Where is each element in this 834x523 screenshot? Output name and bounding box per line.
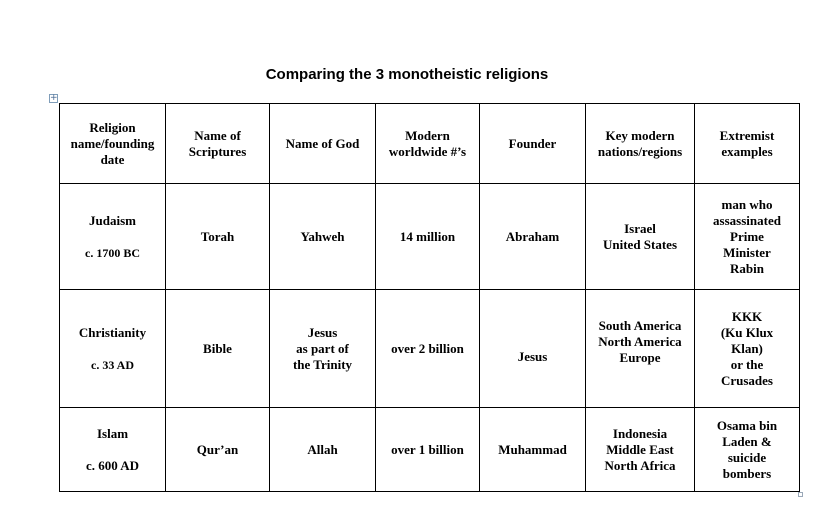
founder-cell: Muhammad [480, 408, 586, 492]
founding-date: c. 33 AD [91, 357, 134, 372]
scriptures-cell: Bible [166, 290, 270, 408]
header-cell-nations: Key modern nations/regions [586, 104, 695, 184]
scriptures-cell: Qur’an [166, 408, 270, 492]
religion-cell [60, 184, 166, 290]
table-row [60, 184, 800, 290]
extremists-cell: KKK (Ku Klux Klan) or the Crusades [695, 290, 800, 408]
nations-cell: Indonesia Middle East North Africa [586, 408, 695, 492]
nations-cell: Israel United States [586, 184, 695, 290]
founder-cell: Abraham [480, 184, 586, 290]
header-cell-religion: Religion name/founding date [60, 104, 166, 184]
header-cell-numbers: Modern worldwide #’s [376, 104, 480, 184]
move-handle-icon[interactable]: + [50, 93, 58, 103]
nations-cell: South America North America Europe [586, 290, 695, 408]
numbers-cell: 14 million [376, 184, 480, 290]
header-cell-founder: Founder [480, 104, 586, 184]
god-cell: Allah [270, 408, 376, 492]
extremists-cell: man who assassinated Prime Minister Rabin [695, 184, 800, 290]
religion-cell [60, 290, 166, 408]
header-row [60, 104, 800, 184]
header-cell-scriptures: Name of Scriptures [166, 104, 270, 184]
religion-name: Islam [96, 425, 129, 441]
religion-name: Judaism [89, 212, 136, 228]
resize-handle-icon[interactable] [798, 492, 803, 497]
header-cell-god: Name of God [270, 104, 376, 184]
table-row [60, 408, 800, 492]
table-row [60, 290, 800, 408]
comparison-table [59, 103, 800, 492]
god-cell: Jesus as part of the Trinity [270, 290, 376, 408]
extremists-cell: Osama bin Laden & suicide bombers [695, 408, 800, 492]
numbers-cell: over 1 billion [376, 408, 480, 492]
founding-date: c. 600 AD [85, 457, 140, 473]
founding-date: c. 1700 BC [85, 245, 140, 260]
god-cell: Yahweh [270, 184, 376, 290]
religion-name: Christianity [78, 324, 147, 340]
founder-cell: Jesus [480, 290, 586, 408]
page-title: Comparing the 3 monotheistic religions [265, 66, 549, 83]
scriptures-cell: Torah [166, 184, 270, 290]
header-cell-extremists: Extremist examples [695, 104, 800, 184]
numbers-cell: over 2 billion [376, 290, 480, 408]
religion-cell [60, 408, 166, 492]
